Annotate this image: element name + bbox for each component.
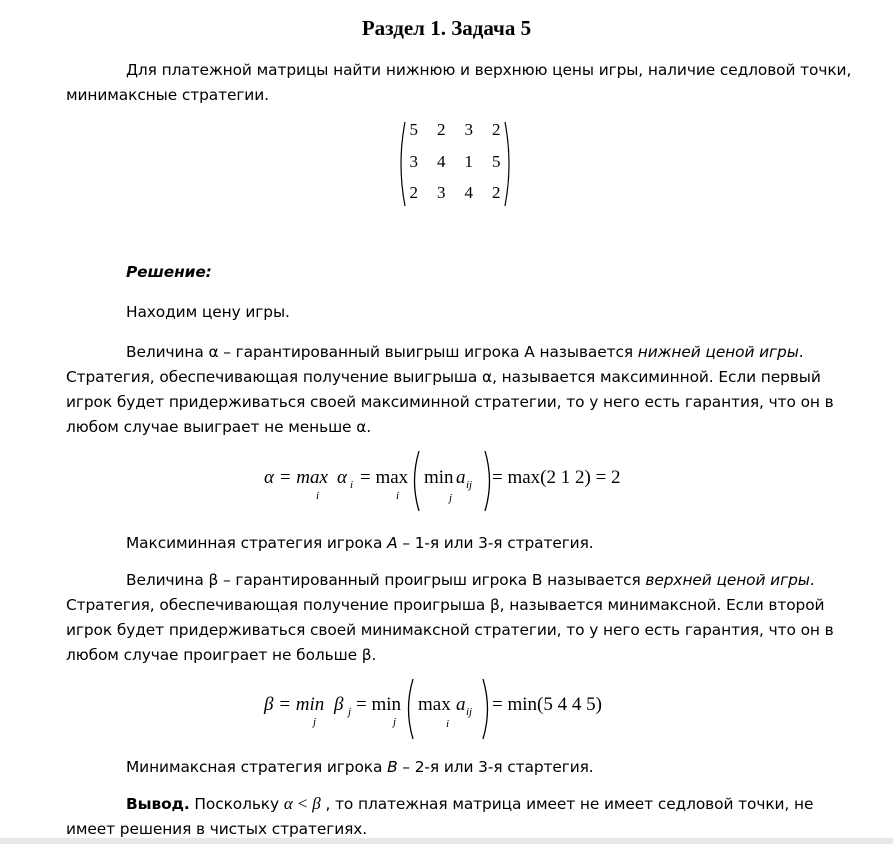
subscript: ij xyxy=(466,479,473,491)
formula-lhs: α = max xyxy=(264,467,328,488)
find-price-text: Находим цену игры. xyxy=(126,303,290,321)
alpha-text-b: . Стратегия, обеспечивающая получение выигрыша α, называется максиминной. Если первый игрок будет придерживаться своей максиминной стратегии, то у него есть гарантия, что он в любом случае выиграет не меньше α. xyxy=(66,343,834,436)
subscript: j xyxy=(449,492,453,504)
solution-heading: Решение: xyxy=(126,263,212,281)
matrix-cell: 4 xyxy=(464,183,473,202)
subscript: i xyxy=(350,479,354,491)
matrix-cell: 2 xyxy=(492,183,501,202)
formula-lhs: β = min xyxy=(264,694,325,715)
subscript: i xyxy=(446,718,450,730)
max-operator: max xyxy=(418,694,451,715)
matrix-cell: 2 xyxy=(492,120,501,139)
matrix-cell: 4 xyxy=(437,152,446,171)
lower-price-term: нижней ценой игры xyxy=(637,343,799,361)
matrix-cell: 3 xyxy=(409,152,418,171)
beta-paragraph xyxy=(66,568,856,668)
matrix-row xyxy=(400,183,510,203)
formula-eq: = max xyxy=(360,467,409,488)
alpha-text-a: Величина α – гарантированный выигрыш игрока A называется xyxy=(126,343,638,361)
conclusion-label: Вывод. xyxy=(126,795,190,813)
page-bottom-edge xyxy=(0,838,893,844)
a-symbol: a xyxy=(456,694,466,715)
formula-rhs: = max(2 1 2) = 2 xyxy=(492,467,621,488)
beta-symbol: β xyxy=(334,694,344,715)
alpha-paragraph xyxy=(66,340,856,440)
matrix-row xyxy=(400,152,510,172)
maximin-text: Максиминная стратегия игрока A – 1-я или 3-я стратегия. xyxy=(126,534,594,552)
subscript: j xyxy=(348,706,352,718)
condition-formula: α < β xyxy=(283,794,321,813)
matrix-cell: 1 xyxy=(464,152,473,171)
min-operator: min xyxy=(424,467,454,488)
matrix-cell: 5 xyxy=(492,152,501,171)
matrix-cell: 5 xyxy=(409,120,418,139)
task-text: Для платежной матрицы найти нижнюю и верхнюю цены игры, наличие седловой точки, минимаксные стратегии. xyxy=(66,61,852,104)
payoff-matrix xyxy=(396,118,514,210)
matrix-cell: 2 xyxy=(409,183,418,202)
matrix-cell: 2 xyxy=(437,120,446,139)
beta-text-b: . Стратегия, обеспечивающая получение проигрыша β, называется минимаксной. Если второй игрок будет придерживаться своей минимаксной стратегии, то у него есть гарантия, что он в любом случае проиграет не больше β. xyxy=(66,571,834,664)
subscript: i xyxy=(316,490,320,502)
page-title: Раздел 1. Задача 5 xyxy=(361,16,532,40)
subscript: j xyxy=(393,716,397,728)
formula-rhs: = min(5 4 4 5) xyxy=(492,694,602,715)
upper-price-term: верхней ценой игры xyxy=(645,571,810,589)
subscript: i xyxy=(396,490,400,502)
beta-text-a: Величина β – гарантированный проигрыш игрока B называется xyxy=(126,571,646,589)
matrix-cell: 3 xyxy=(437,183,446,202)
alpha-symbol: α xyxy=(337,467,347,488)
subscript: ij xyxy=(466,706,473,718)
matrix-row xyxy=(400,120,510,140)
subscript: j xyxy=(313,716,317,728)
conclusion-paragraph: Вывод. Поскольку α < β , то платежная матрица имеет не имеет седловой точки, не имеет решения в чистых стратегиях. xyxy=(66,794,814,838)
formula-eq: = min xyxy=(356,694,402,715)
matrix-cell: 3 xyxy=(464,120,473,139)
minimax-text: Минимаксная стратегия игрока B – 2-я или 3-я стартегия. xyxy=(126,758,594,776)
a-symbol: a xyxy=(456,467,466,488)
